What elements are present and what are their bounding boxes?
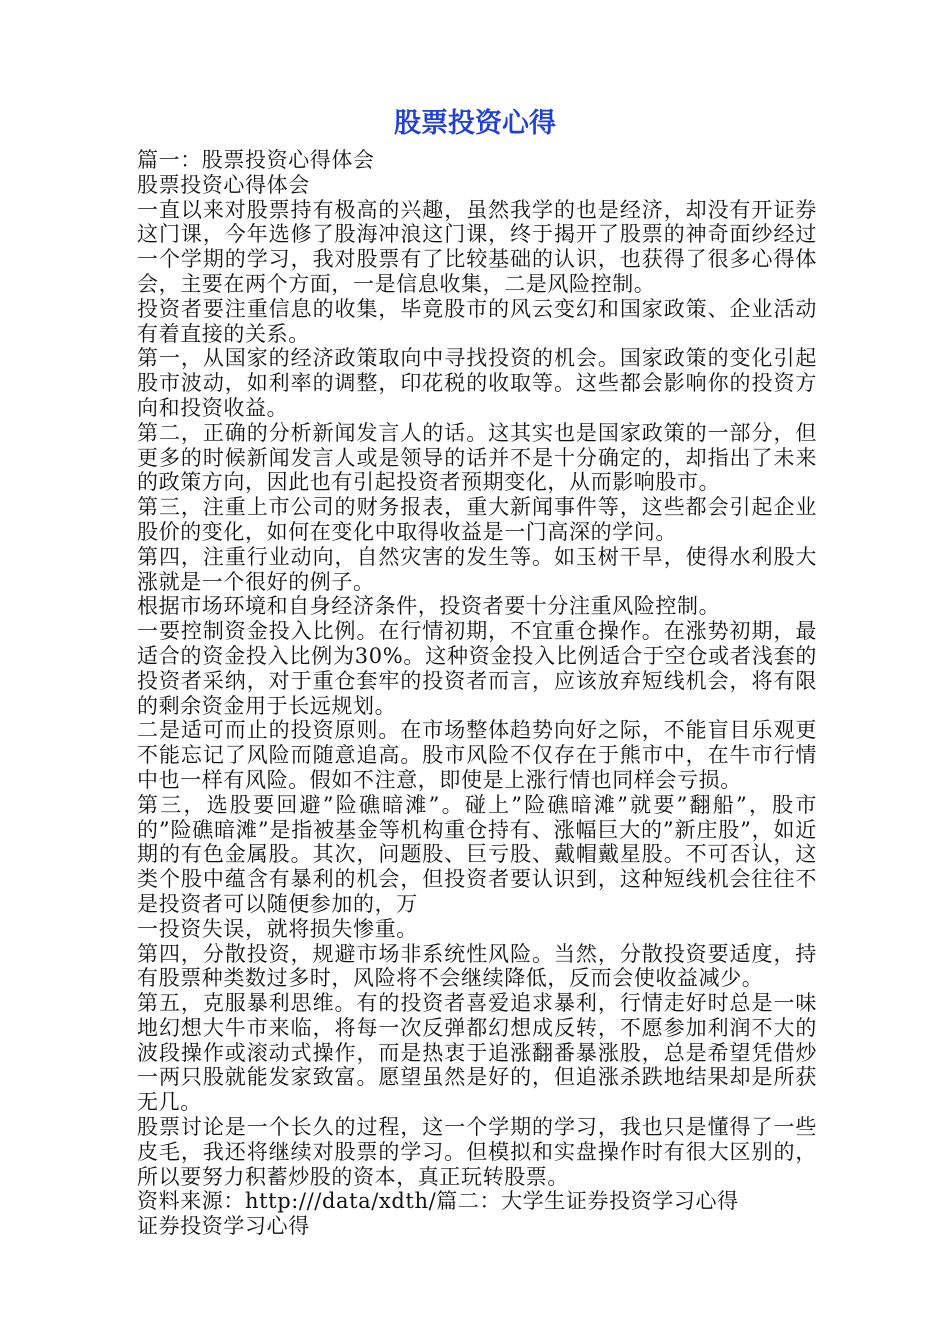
paragraph: 第四，分散投资，规避市场非系统性风险。当然，分散投资要适度，持有股票种类数过多时，风险将不会继续降低，反而会使收益减少。 [137, 941, 817, 991]
document-title: 股票投资心得 [394, 108, 556, 139]
paragraph: 第三，选股要回避”险礁暗滩”。碰上”险礁暗滩”就要”翻船”，股市的”险礁暗滩”是指被基金等机构重仓持有、涨幅巨大的”新庄股”，如近期的有色金属股。其次，问题股、巨亏股、戴帽戴星股。不可否认，这类个股中蕴含有暴利的机会，但投资者要认识到，这种短线机会往往不是投资者可以随便参加的，万 [137, 792, 817, 916]
section-heading-1: 篇一：股票投资心得体会 [137, 148, 375, 172]
paragraph: 一要控制资金投入比例。在行情初期，不宜重仓操作。在涨势初期，最适合的资金投入比例为30%。这种资金投入比例适合于空仓或者浅套的投资者采纳，对于重仓套牢的投资者而言，应该放弃短线机会，将有限的剩余资金用于长远规划。 [137, 619, 817, 718]
paragraph: 根据市场环境和自身经济条件，投资者要十分注重风险控制。 [137, 594, 721, 619]
section-subheading: 股票投资心得体会 [137, 172, 310, 197]
paragraph: 股票讨论是一个长久的过程，这一个学期的学习，我也只是懂得了一些皮毛，我还将继续对股票的学习。但模拟和实盘操作时有很大区别的，所以要努力积蓄炒股的资本，真正玩转股票。 [137, 1115, 817, 1189]
paragraph: 投资者要注重信息的收集，毕竟股市的风云变幻和国家政策、企业活动有着直接的关系。 [137, 296, 817, 346]
paragraph: 一投资失误，就将损失惨重。 [137, 916, 418, 941]
paragraph: 第三，注重上市公司的财务报表，重大新闻事件等，这些都会引起企业股价的变化，如何在变化中取得收益是一门高深的学问。 [137, 495, 817, 544]
document-body [137, 148, 817, 1239]
paragraph: 第四，注重行业动向，自然灾害的发生等。如玉树干旱，使得水利股大涨就是一个很好的例子。 [137, 544, 817, 594]
paragraph: 第五，克服暴利思维。有的投资者喜爱追求暴利，行情走好时总是一味地幻想大牛市来临，将每一次反弹都幻想成反转，不愿参加利润不大的波段操作或滚动式操作，而是热衷于追涨翻番暴涨股，总是希望凭借炒一两只股就能发家致富。愿望虽然是好的，但追涨杀跌地结果却是所获无几。 [137, 991, 817, 1115]
source-line: 资料来源：http:///data/xdth/篇二：大学生证券投资学习心得 [137, 1189, 739, 1214]
paragraph: 第一，从国家的经济政策取向中寻找投资的机会。国家政策的变化引起股市波动，如利率的调整，印花税的收取等。这些都会影响你的投资方向和投资收益。 [137, 346, 817, 420]
paragraph: 第二，正确的分析新闻发言人的话。这其实也是国家政策的一部分，但更多的时候新闻发言人或是领导的话并不是十分确定的，却指出了未来的政策方向，因此也有引起投资者预期变化，从而影响股市。 [137, 420, 817, 495]
paragraph: 一直以来对股票持有极高的兴趣，虽然我学的也是经济，却没有开证券这门课，今年选修了股海冲浪这门课，终于揭开了股票的神奇面纱经过一个学期的学习，我对股票有了比较基础的认识，也获得了很多心得体会，主要在两个方面，一是信息收集，二是风险控制。 [137, 197, 817, 296]
section-heading-2: 证券投资学习心得 [137, 1214, 310, 1239]
paragraph: 二是适可而止的投资原则。在市场整体趋势向好之际，不能盲目乐观更不能忘记了风险而随意追高。股市风险不仅存在于熊市中，在牛市行情中也一样有风险。假如不注意，即使是上涨行情也同样会亏损。 [137, 718, 817, 792]
